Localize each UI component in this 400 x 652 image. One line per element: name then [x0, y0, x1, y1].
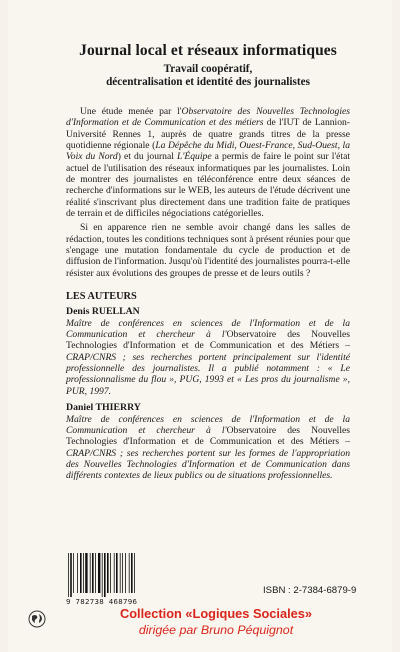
barcode-number: 9 782738 468796	[66, 597, 138, 606]
author-block-thierry	[66, 402, 350, 482]
subtitle-line-2: décentralisation et identité des journalistes	[106, 76, 310, 88]
summary-text: Une étude menée par l'	[80, 106, 182, 117]
globe-logo-icon	[28, 610, 46, 628]
bio-text: Maître de conférences en sciences de l'Information et de la Communication et chercheur à l'	[66, 413, 350, 436]
author-bio	[66, 414, 350, 482]
observatory-name: Observatoire des Nouvelles Technologies d'Information et de Communication et des métiers	[66, 106, 350, 129]
summary-paragraph-2: Si en apparence rien ne semble avoir changé dans les salles de rédaction, toutes les conditions techniques sont à présent réunies pour que s'engage une mutation fondamentale du cycle de production et de diffusion de l'information. Jusqu'où l'identité des journalistes pourra-t-elle résister aux évolutions des groupes de presse et de leurs outils ?	[66, 222, 350, 279]
summary-text: de l'IUT de Lannion-Université Rennes 1, auprès de quatre grands titres de la presse quotidienne régionale (	[66, 117, 350, 152]
subtitle-line-1: Travail coopératif,	[163, 63, 253, 75]
author-bio	[66, 318, 350, 397]
author-name: Denis RUELLAN	[66, 306, 140, 318]
author-block-ruellan	[66, 306, 350, 397]
barcode	[66, 553, 154, 605]
summary-text: ) et du journal	[117, 151, 178, 163]
collection-director: dirigée par Bruno Péquignot	[138, 623, 294, 637]
bio-text: – CRAP/CNRS ; ses recherches portent sur les formes de l'appropriation des Nouvelles Technologies d'Information et de Communication dans différents contextes de lieux publics ou de situations professionnelles.	[66, 436, 351, 482]
summary-paragraph-1	[66, 106, 350, 219]
author-name: Daniel THIERRY	[66, 402, 141, 414]
isbn: ISBN : 2-7384-6879-9	[263, 585, 357, 596]
barcode-bars	[66, 553, 150, 597]
authors-heading: LES AUTEURS	[66, 291, 137, 303]
observatory-name: Observatoire des Nouvelles Technologies d'Information et de Communication et des Métiers	[66, 329, 350, 352]
back-cover	[8, 0, 392, 652]
bio-text: Maître de conférences en sciences de l'Information et de la Communication et chercheur à l'	[66, 317, 350, 340]
summary-text: a permis de faire le point sur l'état actuel de l'utilisation des réseaux informatiques par les journalistes. Loin de montrer des journalistes en téléconférence entre deux séances de recherche d'informations sur le WEB, les auteurs de l'étude décrivent une réalité s'inscrivant plus directement dans une tradition faite de pratiques de terrain et de difficiles négociations catégorielles.	[66, 151, 351, 220]
book-subtitle	[66, 63, 350, 89]
bio-text: – CRAP/CNRS ; ses recherches portent principalement sur l'identité professionnelle des journalistes. Il a publié notamment : « Le professionnalisme du flou », PUG, 1993 et « Les pros du journalisme », PUR, 1997.	[66, 340, 351, 397]
collection-name: Collection «Logiques Sociales»	[119, 606, 312, 621]
observatory-name: Observatoire des Nouvelles Technologies d'Information et de Communication et des Métiers	[66, 424, 350, 448]
cover-content	[66, 42, 350, 482]
newspaper-lequipe: L'Équipe	[177, 151, 212, 163]
newspaper-titles: La Dépêche du Midi, Ouest-France, Sud-Ouest, la Voix du Nord	[66, 140, 350, 163]
book-title: Journal local et réseaux informatiques	[79, 42, 337, 59]
